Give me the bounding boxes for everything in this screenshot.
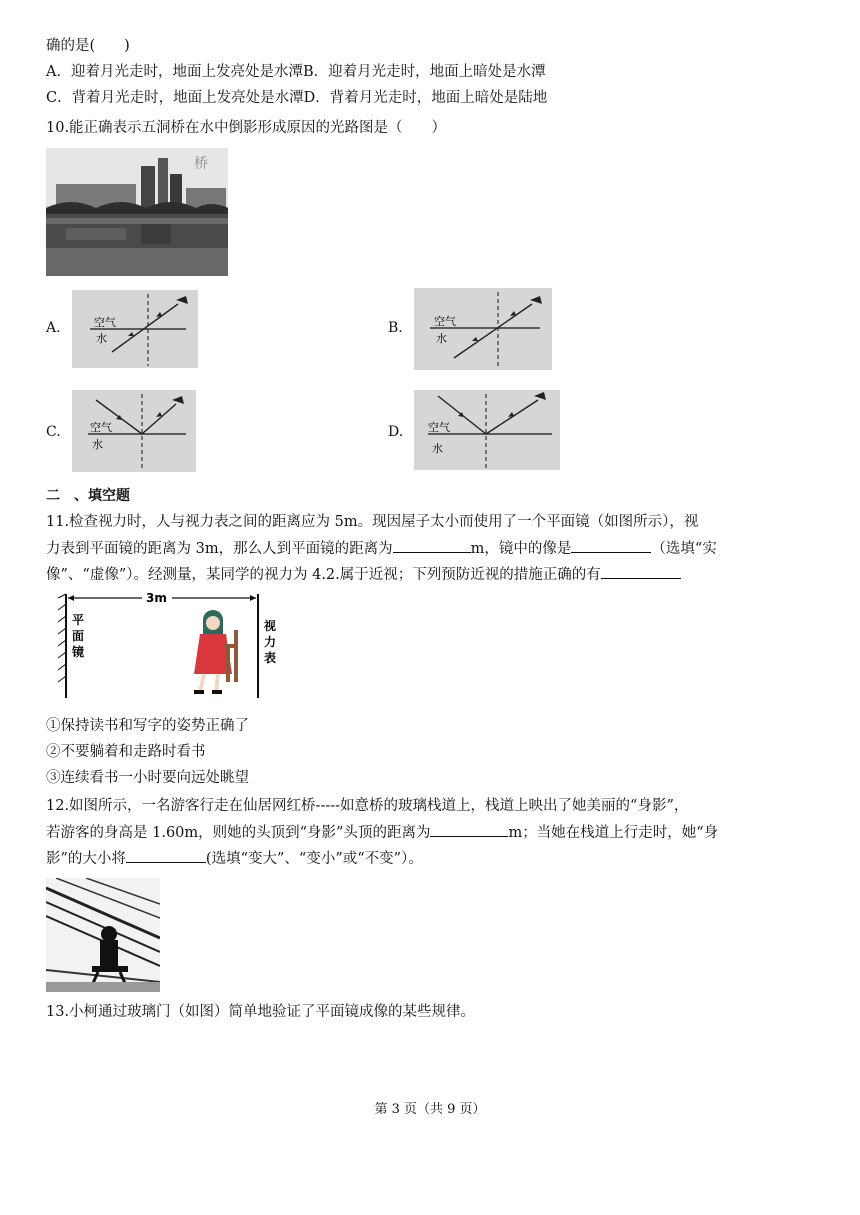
q11-line1: 11.检查视力时，人与视力表之间的距离应为 5m。现因屋子太小而使用了一个平面镜（如图所示），视 — [46, 514, 699, 530]
q9-option-c: C．背着月光走时，地面上发亮处是水潭 — [46, 90, 304, 106]
q11-item-1: ①保持读书和写字的姿势正确了 — [46, 718, 249, 734]
q11-item-2: ②不要躺着和走路时看书 — [46, 744, 206, 760]
q11-line2-c: （选填“实 — [651, 541, 717, 557]
water-label: 水 — [96, 332, 107, 345]
q11-blank-image-type[interactable] — [571, 538, 651, 553]
q12-line2-a: 若游客的身高是 1.60m，则她的头顶到“身影”头顶的距离为 — [46, 825, 431, 841]
q10-stem: 10.能正确表示五洞桥在水中倒影形成原因的光路图是（ ） — [46, 120, 447, 136]
q10-option-a-label: A. — [46, 320, 61, 336]
water-label: 水 — [436, 332, 447, 345]
water-label: 水 — [432, 442, 443, 455]
q10-option-c-diagram — [72, 390, 196, 472]
q9-option-a: A．迎着月光走时，地面上发亮处是水潭 — [46, 64, 303, 80]
q10-option-b-label: B. — [388, 320, 403, 336]
section-title: 二 、填空题 — [46, 488, 130, 504]
page-footer: 第 3 页（共 9 页） — [374, 1102, 486, 1117]
chart-label-1: 视 — [264, 619, 277, 633]
q9-option-b: B．迎着月光走时，地面上暗处是水潭 — [302, 64, 546, 80]
air-label: 空气 — [428, 421, 450, 434]
q11-line2-a: 力表到平面镜的距离为 3m，那么人到平面镜的距离为 — [46, 541, 393, 557]
q11-blank-distance[interactable] — [393, 538, 471, 553]
q9-options-row1 — [46, 62, 546, 82]
q12-blank-size[interactable] — [126, 848, 206, 863]
q12-line1: 12.如图所示，一名游客行走在仙居网红桥-----如意桥的玻璃栈道上，栈道上映出了她美丽的“身影”， — [46, 798, 689, 814]
bridge-photo-caption: 桥 — [194, 156, 208, 172]
girl-figure — [194, 610, 238, 694]
distance-label: 3m — [146, 591, 167, 605]
q9-tail: 确的是( ) — [46, 38, 130, 54]
q10-option-b-diagram — [414, 288, 552, 370]
q11-line2-b: m，镜中的像是 — [470, 541, 572, 557]
q12-line2-b: m；当她在栈道上行走时，她“身 — [508, 825, 719, 841]
q10-option-d-label: D. — [388, 424, 404, 440]
air-label: 空气 — [90, 421, 112, 434]
water-label: 水 — [92, 438, 103, 451]
q12-line3-b: (选填“变大”、“变小”或“不变”）。 — [205, 851, 423, 867]
q9-options-row2 — [46, 88, 547, 108]
q13-stem: 13.小柯通过玻璃门（如图）简单地验证了平面镜成像的某些规律。 — [46, 1004, 476, 1020]
q12-line3 — [46, 848, 423, 869]
eye-test-figure — [54, 590, 280, 702]
chart-label-3: 表 — [264, 651, 277, 665]
q10-option-c-label: C. — [46, 424, 61, 440]
q11-item-3: ③连续看书一小时要向远处眺望 — [46, 770, 249, 786]
glass-bridge-photo — [46, 878, 160, 992]
q12-line2 — [46, 822, 718, 843]
q11-blank-measures[interactable] — [601, 564, 681, 579]
q11-line2 — [46, 538, 717, 559]
q12-blank-distance[interactable] — [430, 822, 508, 837]
q10-option-a-diagram — [72, 290, 198, 368]
chart-label-2: 力 — [264, 635, 277, 649]
air-label: 空气 — [434, 315, 456, 328]
mirror-label-1: 平 — [72, 613, 85, 627]
q11-line3 — [46, 564, 681, 585]
q12-line3-a: 影”的大小将 — [46, 851, 126, 867]
air-label: 空气 — [94, 316, 116, 329]
q11-line3-a: 像”、“虚像”）。经测量，某同学的视力为 4.2.属于近视；下列预防近视的措施正确的有 — [46, 567, 601, 583]
q10-option-d-diagram — [414, 390, 560, 470]
mirror-label-2: 面 — [72, 629, 85, 643]
q9-option-d: D．背着月光走时，地面上暗处是陆地 — [303, 90, 548, 106]
mirror-label-3: 镜 — [72, 645, 85, 659]
bridge-photo — [46, 148, 228, 276]
